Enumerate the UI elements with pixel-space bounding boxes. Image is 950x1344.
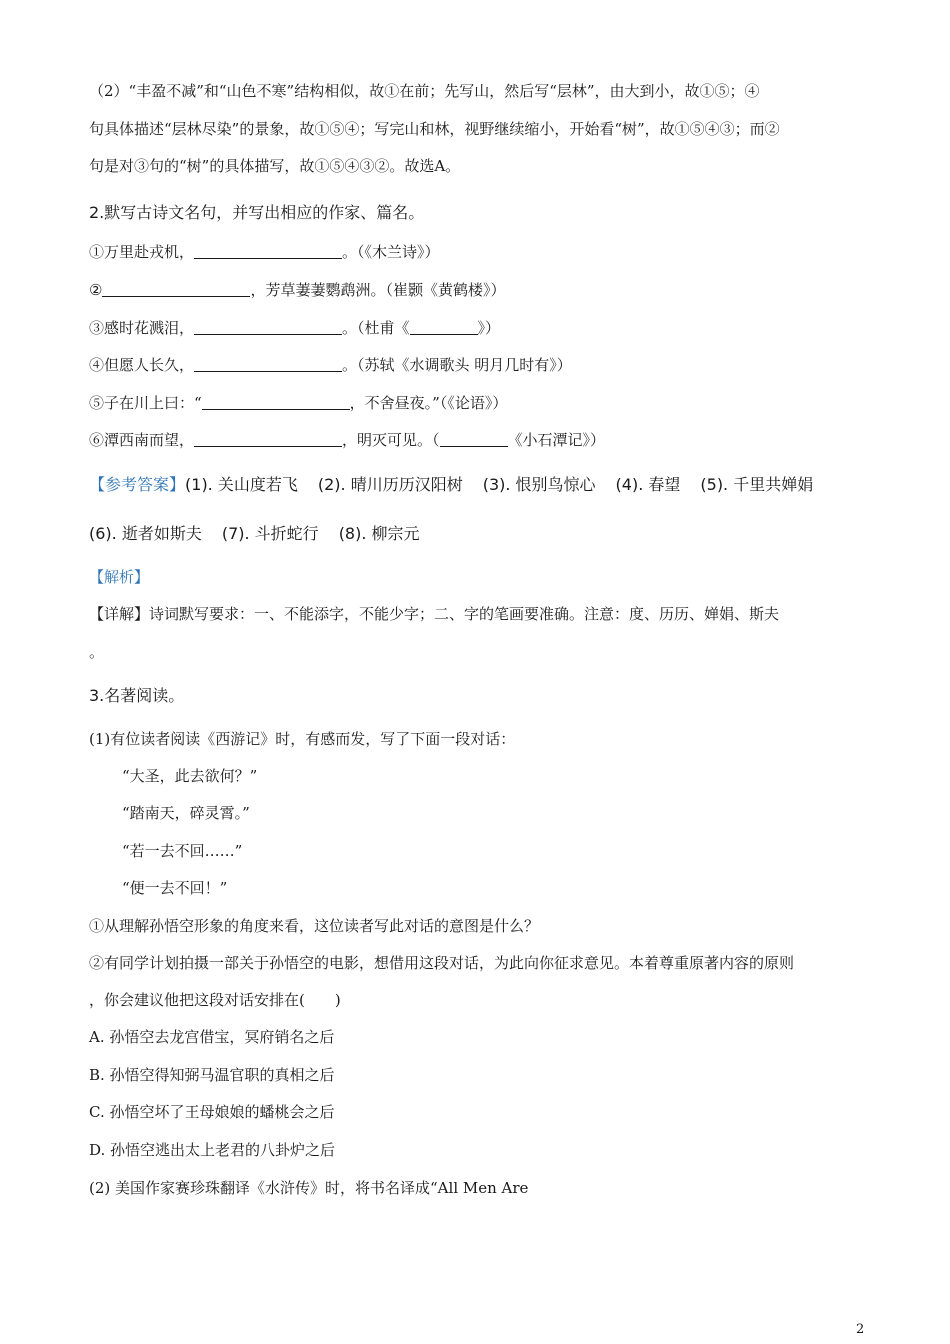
answer-item: (4). 春望 <box>615 475 681 494</box>
q1-explanation-line-1: （2）“丰盈不减”和“山色不寒”结构相似，故①在前；先写山，然后写“层林”，由大到小，故①⑤；④ <box>89 82 760 100</box>
q2-title: 2.默写古诗文名句，并写出相应的作家、篇名。 <box>89 203 425 222</box>
option-b: B. 孙悟空得知弼马温官职的真相之后 <box>89 1066 335 1084</box>
q3-title: 3.名著阅读。 <box>89 686 185 705</box>
q2-item-1: ①万里赴戎机， 。（《木兰诗》） <box>89 243 440 261</box>
answer-item: (1). 关山度若飞 <box>185 475 298 494</box>
answer-item: (3). 恨别鸟惊心 <box>482 475 596 494</box>
answer-item: (6). 逝者如斯夫 <box>89 524 202 543</box>
answer-item: (7). 斗折蛇行 <box>221 524 319 543</box>
answer-blank[interactable] <box>194 319 342 335</box>
page-number: 2 <box>856 1322 865 1337</box>
dialog-line: “若一去不回……” <box>122 842 243 860</box>
q3-question-2-line-1: ②有同学计划拍摄一部关于孙悟空的电影，想借用这段对话，为此向你征求意见。本着尊重原著内容的原则 <box>89 954 795 972</box>
q3-sub2: (2) 美国作家赛珍珠翻译《水浒传》时，将书名译成“All Men Are <box>89 1179 529 1197</box>
answer-item: (8). 柳宗元 <box>338 524 420 543</box>
option-d: D. 孙悟空逃出太上老君的八卦炉之后 <box>89 1141 336 1159</box>
option-c: C. 孙悟空坏了王母娘娘的蟠桃会之后 <box>89 1103 335 1121</box>
dialog-line: “便一去不回！” <box>122 879 228 897</box>
detail-label: 【详解】 <box>89 605 150 623</box>
q1-explanation-line-2: 句具体描述“层林尽染”的景象，故①⑤④；写完山和林，视野继续缩小，开始看“树”，故①⑤④③；而② <box>89 120 780 138</box>
answer-label: 【参考答案】 <box>89 475 186 494</box>
answer-blank[interactable] <box>194 431 342 447</box>
answer-item: (5). 千里共婵娟 <box>700 475 814 494</box>
detail-line: 【详解】诗词默写要求：一、不能添字，不能少字；二、字的笔画要准确。注意：度、历历、婵娟、斯夫 <box>89 605 780 623</box>
answer-blank[interactable] <box>194 243 342 259</box>
q3-question-1: ①从理解孙悟空形象的角度来看，这位读者写此对话的意图是什么？ <box>89 917 540 935</box>
q3-question-2-line-2: ，你会建议他把这段对话安排在( ) <box>89 991 341 1009</box>
q2-item-5: ⑤子在川上曰：“ ，不舍昼夜。”（《论语》） <box>89 394 508 412</box>
option-a: A. 孙悟空去龙宫借宝，冥府销名之后 <box>89 1028 335 1046</box>
q1-explanation-line-3: 句是对③句的“树”的具体描写，故①⑤④③②。故选A。 <box>89 157 461 175</box>
q3-sub1-intro: (1)有位读者阅读《西游记》时，有感而发，写了下面一段对话： <box>89 730 516 748</box>
dialog-line: “踏南天，碎灵霄。” <box>122 804 250 822</box>
answer-blank[interactable] <box>102 281 250 297</box>
q2-item-3: ③感时花溅泪， 。（杜甫《 》） <box>89 319 501 337</box>
q2-item-2: ② ，芳草萋萋鹦鹉洲。（崔颢《黄鹤楼》） <box>89 281 506 299</box>
answer-line-1 <box>89 474 813 496</box>
answer-item: (2). 晴川历历汉阳树 <box>317 475 463 494</box>
dialog-line: “大圣，此去欲何？” <box>122 767 258 785</box>
q2-item-4: ④但愿人长久， 。（苏轼《水调歌头 明月几时有》） <box>89 356 572 374</box>
title-blank[interactable] <box>410 319 478 335</box>
answer-blank[interactable] <box>202 394 350 410</box>
answer-blank[interactable] <box>194 356 342 372</box>
detail-end: 。 <box>89 643 105 661</box>
author-blank[interactable] <box>440 431 508 447</box>
analysis-label: 【解析】 <box>89 568 150 586</box>
q2-item-6: ⑥潭西南而望， ，明灭可见。（ 《小石潭记》） <box>89 431 606 449</box>
answer-line-2 <box>89 523 440 545</box>
